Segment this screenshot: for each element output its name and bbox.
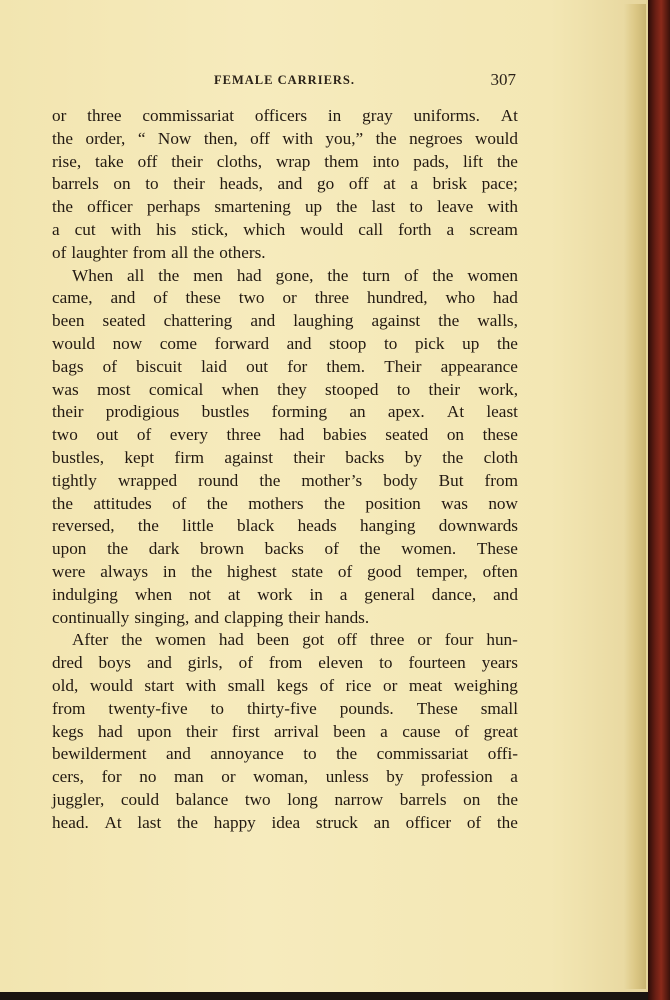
text-line: head. At last the happy idea struck an officer of the bbox=[52, 812, 518, 832]
page-number: 307 bbox=[490, 70, 516, 89]
text-line: indulging when not at work in a general dance, and bbox=[52, 584, 518, 604]
text-line: of laughter from all the others. bbox=[52, 242, 266, 262]
text-line: bags of biscuit laid out for them. Their appearance bbox=[52, 356, 518, 376]
text-line: would now come forward and stoop to pick up the bbox=[52, 333, 518, 353]
body-text bbox=[52, 105, 518, 835]
text-line: juggler, could balance two long narrow barrels on the bbox=[52, 789, 518, 809]
text-line: kegs had upon their first arrival been a cause of great bbox=[52, 721, 518, 741]
text-line: their prodigious bustles forming an apex. At least bbox=[52, 402, 518, 422]
text-line: upon the dark brown backs of the women. These bbox=[52, 539, 518, 559]
text-line: was most comical when they stooped to their work, bbox=[52, 379, 518, 399]
text-line: were always in the highest state of good temper, often bbox=[52, 561, 518, 581]
text-line: been seated chattering and laughing against the walls, bbox=[52, 311, 518, 331]
text-line: reversed, the little black heads hanging downwards bbox=[52, 516, 518, 536]
text-line: the officer perhaps smartening up the last to leave with bbox=[52, 197, 518, 217]
text-line: bewilderment and annoyance to the commissariat offi- bbox=[52, 744, 518, 764]
text-line: two out of every three had babies seated on these bbox=[52, 425, 518, 445]
page-edge bbox=[624, 4, 646, 989]
text-line: came, and of these two or three hundred, who had bbox=[52, 288, 518, 308]
text-line: or three commissariat officers in gray uniforms. At bbox=[52, 106, 518, 125]
text-line: a cut with his stick, which would call forth a scream bbox=[52, 219, 518, 239]
text-line: continually singing, and clapping their hands. bbox=[52, 607, 370, 627]
text-line: dred boys and girls, of from eleven to fourteen years bbox=[52, 653, 518, 673]
text-line: old, would start with small kegs of rice or meat weighing bbox=[52, 675, 518, 695]
running-title: FEMALE CARRIERS. bbox=[214, 73, 356, 87]
text-line: from twenty-five to thirty-five pounds. These small bbox=[52, 698, 518, 718]
text-line: bustles, kept firm against their backs by the cloth bbox=[52, 447, 518, 467]
text-line: When all the men had gone, the turn of the women bbox=[72, 265, 518, 285]
text-line: the attitudes of the mothers the position was now bbox=[52, 493, 518, 513]
text-line: After the women had been got off three or four hun- bbox=[72, 630, 518, 650]
text-line: barrels on to their heads, and go off at a brisk pace; bbox=[52, 174, 518, 194]
text-line: cers, for no man or woman, unless by profession a bbox=[52, 767, 518, 787]
text-line: tightly wrapped round the mother’s body But from bbox=[52, 470, 518, 490]
book-spine bbox=[648, 0, 670, 1000]
running-head bbox=[52, 70, 518, 94]
text-line: rise, take off their cloths, wrap them into pads, lift the bbox=[52, 151, 518, 171]
text-line: the order, “ Now then, off with you,” the negroes would bbox=[52, 128, 518, 148]
